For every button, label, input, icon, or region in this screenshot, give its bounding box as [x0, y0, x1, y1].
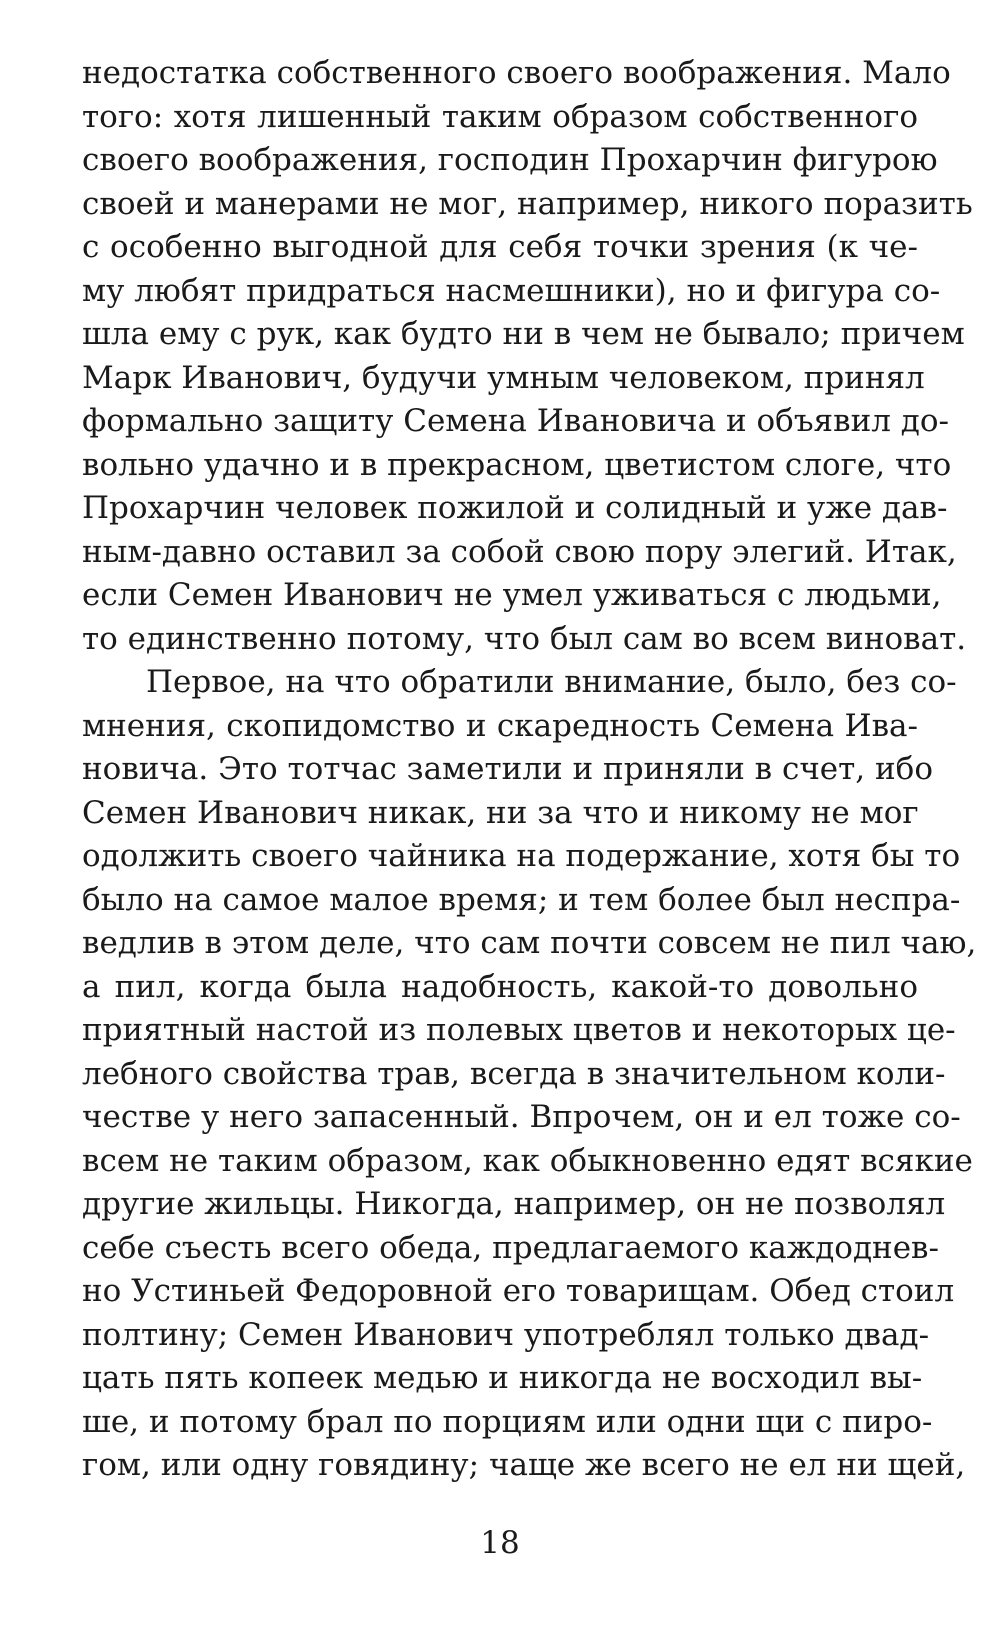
text-line: недостатка собственного своего воображения. Мало	[82, 55, 951, 91]
text-line: му любят придраться насмешники), но и фигура со-	[82, 272, 941, 309]
text-line: Семен Иванович никак, ни за что и никому не мог	[82, 794, 919, 831]
text-line: Прохарчин человек пожилой и солидный и уже дав-	[82, 490, 948, 526]
text-line: полтину; Семен Иванович употреблял только двад-	[82, 1316, 930, 1353]
text-line: гом, или одну говядину; чаще же всего не ел ни щей,	[82, 1447, 966, 1483]
text-line: с особенно выгодной для себя точки зрения (к че-	[82, 229, 918, 265]
text-line: своего воображения, господин Прохарчин фигурою	[82, 142, 938, 178]
text-line: одолжить своего чайника на подержание, хотя бы то	[82, 838, 961, 874]
text-line: ведлив в этом деле, что сам почти совсем не пил чаю,	[82, 925, 977, 961]
text-line: цать пять копеек медью и никогда не восходил вы-	[82, 1360, 923, 1396]
text-line: формально защиту Семена Ивановича и объявил до-	[82, 403, 950, 439]
text-line: если Семен Иванович не умел уживаться с людьми,	[82, 577, 942, 613]
page-number: 18	[480, 1525, 520, 1561]
text-line: новича. Это тотчас заметили и приняли в счет, ибо	[82, 751, 934, 787]
text-line: Марк Иванович, будучи умным человеком, принял	[82, 359, 925, 396]
text-line: а пил, когда была надобность, какой-то довольно	[82, 968, 918, 1005]
text-line: то единственно потому, что был сам во всем виноват.	[82, 620, 967, 657]
text-line: шла ему с рук, как будто ни в чем не бывало; причем	[82, 316, 965, 352]
text-line: другие жильцы. Никогда, например, он не позволял	[82, 1186, 946, 1222]
text-line: но Устиньей Федоровной его товарищам. Обед стоил	[82, 1273, 955, 1309]
text-line: вольно удачно и в прекрасном, цветистом слоге, что	[82, 446, 952, 483]
text-line: всем не таким образом, как обыкновенно едят всякие	[82, 1142, 973, 1179]
text-line: мнения, скопидомство и скаредность Семена Ива-	[82, 707, 918, 744]
text-line: ше, и потому брал по порциям или одни щи с пиро-	[82, 1403, 933, 1440]
text-line: ным-давно оставил за собой свою пору элегий. Итак,	[82, 533, 957, 570]
text-line: Первое, на что обратили внимание, было, без со-	[146, 664, 957, 700]
text-line: честве у него запасенный. Впрочем, он и ел тоже со-	[82, 1099, 961, 1135]
text-line: приятный настой из полевых цветов и некоторых це-	[82, 1012, 956, 1048]
body-text	[82, 52, 977, 1488]
text-line: того: хотя лишенный таким образом собственного	[82, 98, 918, 135]
text-line: своей и манерами не мог, например, никого поразить	[82, 185, 973, 222]
text-line: себе съесть всего обеда, предлагаемого каждоднев-	[82, 1229, 939, 1266]
text-line: было на самое малое время; и тем более был неспра-	[82, 881, 961, 918]
text-line: лебного свойства трав, всегда в значительном коли-	[82, 1055, 946, 1092]
